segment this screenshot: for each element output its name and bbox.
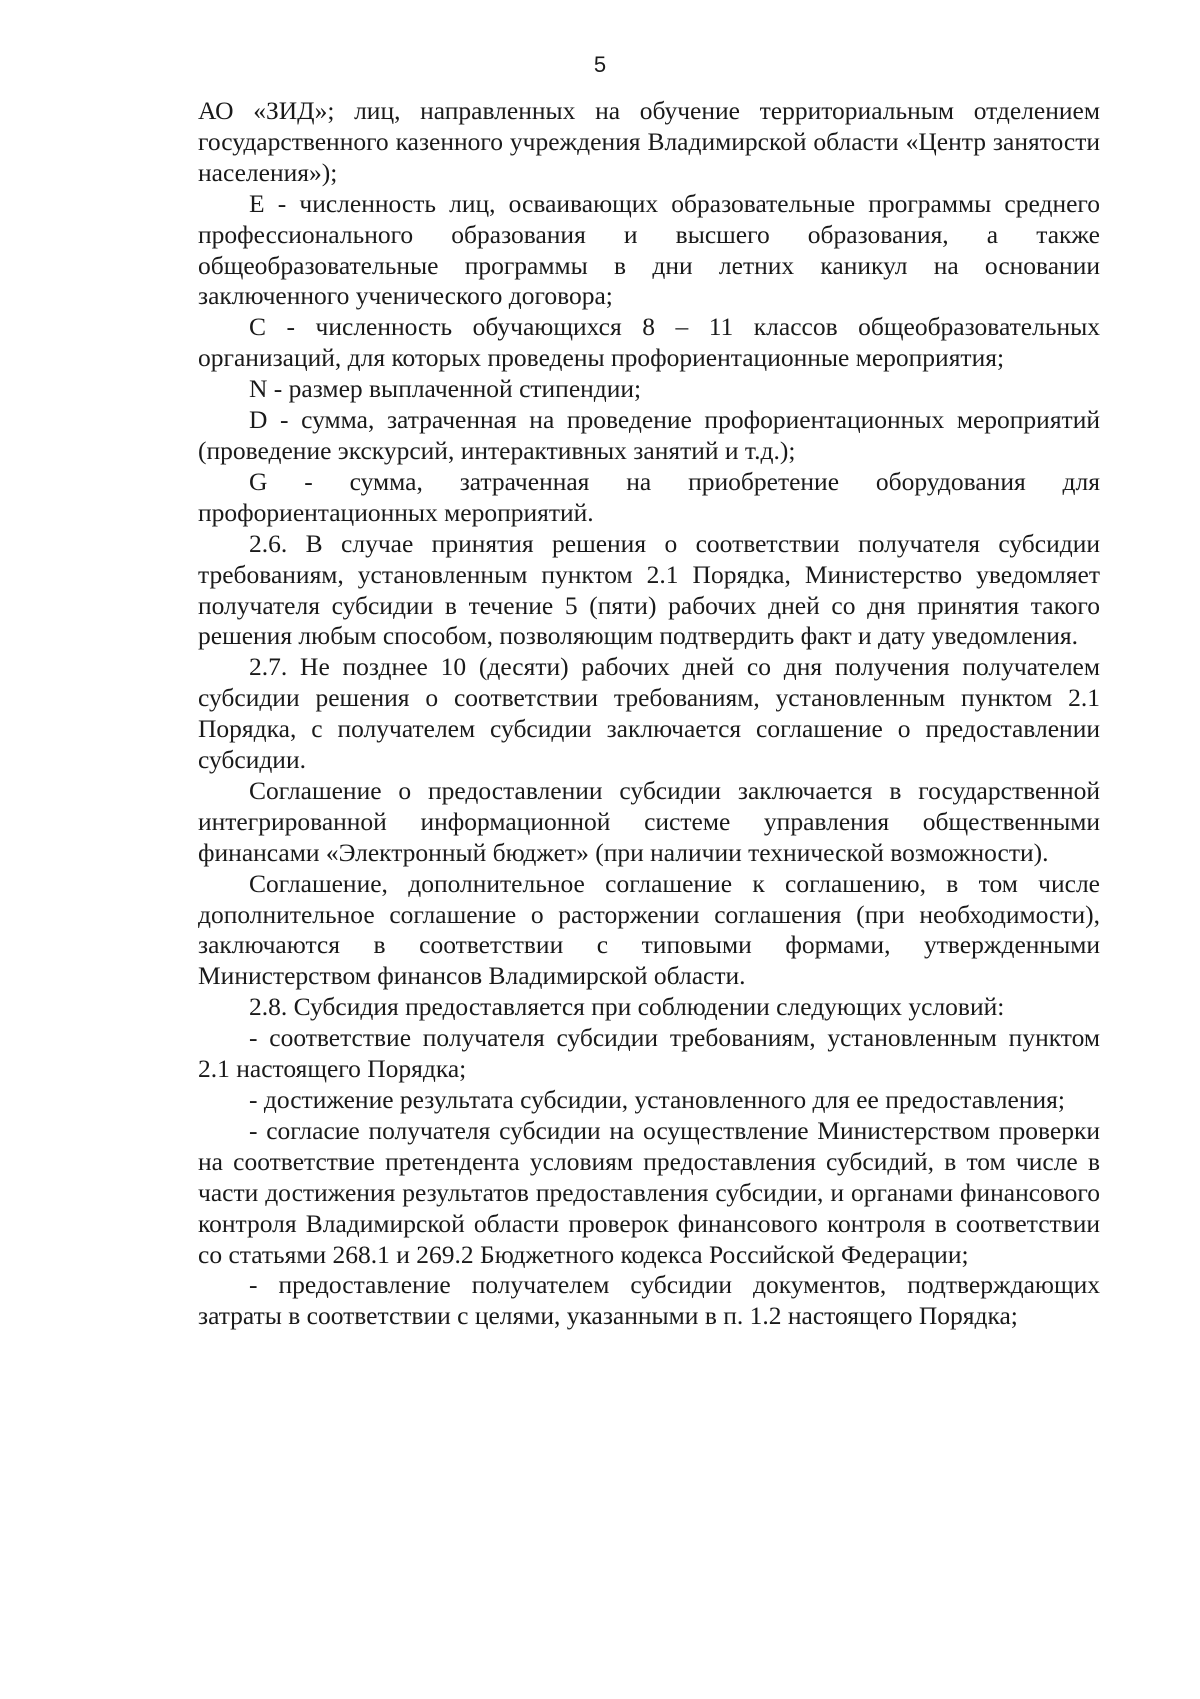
condition-item-2: - достижение результата субсидии, установленного для ее предоставления; (249, 1085, 1065, 1114)
paragraph-g-definition: G - сумма, затраченная на приобретение оборудования для профориентационных мероприятий. (198, 466, 1100, 527)
paragraph-2-8: 2.8. Субсидия предоставляется при соблюдении следующих условий: (249, 992, 1005, 1022)
paragraph-2-6: 2.6. В случае принятия решения о соответствии получателя субсидии требованиям, установленным пунктом 2.1 Порядка, Министерство уведомляет получателя субсидии в течение 5 (пяти) рабочих дней со дня принятия такого решения любым способом, позволяющим подтвердить факт и дату уведомления. (198, 528, 1100, 651)
page-number: 5 (593, 52, 607, 77)
document-body (198, 96, 1100, 1332)
condition-item-1: - соответствие получателя субсидии требованиям, установленным пунктом 2.1 настоящего Порядка; (198, 1023, 1100, 1084)
condition-item-4: - предоставление получателем субсидии документов, подтверждающих затраты в соответствии с целями, указанными в п. 1.2 настоящего Порядка; (198, 1270, 1100, 1331)
condition-item-3: - согласие получателя субсидии на осуществление Министерством проверки на соответствие претендента условиям предоставления субсидий, в том числе в части достижения результатов предоставления субсидии, и органами финансового контроля Владимирской области проверок финансового контроля в соответствии со статьями 268.1 и 269.2 Бюджетного кодекса Российской Федерации; (198, 1115, 1100, 1269)
paragraph-d-definition: D - сумма, затраченная на проведение профориентационных мероприятий (проведение экскурсий, интерактивных занятий и т.д.); (198, 405, 1100, 465)
paragraph-1: АО «ЗИД»; лиц, направленных на обучение территориальным отделением государственного казенного учреждения Владимирской области «Центр занятости населения»); (198, 96, 1100, 187)
paragraph-agreement-system: Соглашение о предоставлении субсидии заключается в государственной интегрированной информационной системе управления общественными финансами «Электронный бюджет» (при наличии технической возможности). (198, 775, 1100, 867)
paragraph-e-definition: Е - численность лиц, осваивающих образовательные программы среднего профессионального образования и высшего образования, а также общеобразовательные программы в дни летних каникул на основании заключенного ученического договора; (198, 188, 1100, 311)
paragraph-agreement-forms: Соглашение, дополнительное соглашение к соглашению, в том числе дополнительное соглашение о расторжении соглашения (при необходимости), заключаются в соответствии с типовыми формами, утвержденными Министерством финансов Владимирской области. (198, 868, 1100, 991)
paragraph-2-7: 2.7. Не позднее 10 (десяти) рабочих дней со дня получения получателем субсидии решения о соответствии требованиям, установленным пунктом 2.1 Порядка, с получателем субсидии заключается соглашение о предоставлении субсидии. (198, 652, 1100, 775)
paragraph-c-definition: С - численность обучающихся 8 – 11 классов общеобразовательных организаций, для которых проведены профориентационные мероприятия; (198, 312, 1100, 373)
paragraph-n-definition: N - размер выплаченной стипендии; (249, 374, 642, 404)
